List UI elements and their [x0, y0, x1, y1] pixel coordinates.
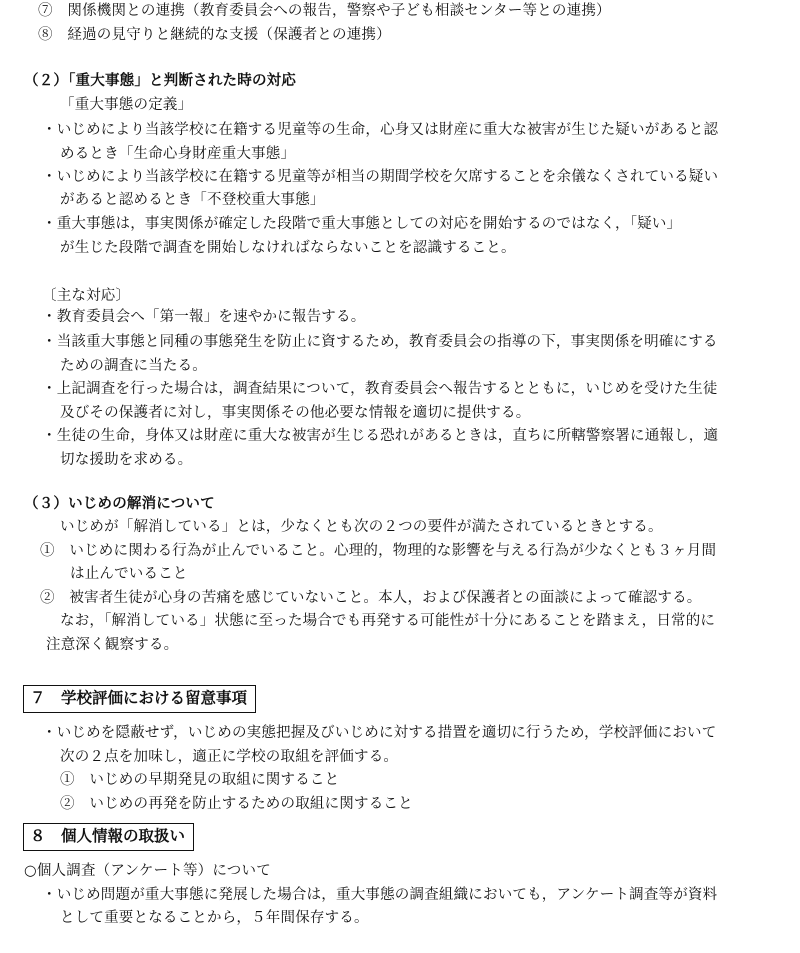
paragraph-line: いじめが「解消している」とは，少なくとも次の２つの要件が満たされているときとする。 [60, 519, 663, 535]
paragraph-line: ・重大事態は，事実関係が確定した段階で重大事態としての対応を開始するのではなく，「疑い」 [42, 216, 682, 232]
list-item: ⑦ 関係機関との連携（教育委員会への報告，警察や子ども相談センター等との連携） [38, 3, 611, 19]
paragraph-line: ・いじめにより当該学校に在籍する児童等が相当の期間学校を欠席することを余儀なくされている疑い [42, 169, 719, 185]
paragraph-line: は止んでいること [70, 566, 188, 582]
section-heading: （２）「重大事態」と判断された時の対応 [24, 73, 297, 89]
definition-label: 「重大事態の定義」 [60, 97, 193, 113]
paragraph-line: ① いじめに関わる行為が止んでいること。心理的，物理的な影響を与える行為が少なくとも３ヶ月間 [40, 543, 717, 559]
paragraph-line: ・上記調査を行った場合は，調査結果について，教育委員会へ報告するとともに，いじめを受けた生徒 [42, 381, 718, 397]
paragraph-line: ・いじめを隠蔽せず，いじめの実態把握及びいじめに対する措置を適切に行うため，学校評価において [42, 725, 717, 741]
list-item: ② いじめの再発を防止するための取組に関すること [60, 796, 413, 812]
paragraph-line: ② 被害者生徒が心身の苦痛を感じていないこと。本人，および保護者との面談によって確認する。 [40, 590, 702, 606]
paragraph-line: ・いじめ問題が重大事態に発展した場合は，重大事態の調査組織においても，アンケート調査等が資料 [42, 887, 718, 903]
list-item: ⑧ 経過の見守りと継続的な支援（保護者との連携） [38, 27, 391, 43]
paragraph-line: ための調査に当たる。 [60, 358, 207, 374]
section-heading: （３）いじめの解消について [24, 496, 215, 512]
paragraph-line: ○個人調査（アンケート等）について [24, 863, 271, 879]
list-item: ① いじめの早期発見の取組に関すること [60, 772, 340, 788]
paragraph-line: 注意深く観察する。 [46, 637, 179, 653]
paragraph-line: ・当該重大事態と同種の事態発生を防止に資するため，教育委員会の指導の下，事実関係を明確にする [42, 334, 718, 350]
paragraph-line: なお，「解消している」状態に至った場合でも再発する可能性が十分にあることを踏まえ，日常的に [60, 613, 716, 629]
paragraph-line: 及びその保護者に対し，事実関係その他必要な情報を適切に提供する。 [60, 405, 531, 421]
paragraph-line: ・いじめにより当該学校に在籍する児童等の生命，心身又は財産に重大な被害が生じた疑いがあると認 [42, 122, 719, 138]
paragraph-line: ・生徒の生命，身体又は財産に重大な被害が生じる恐れがあるときは，直ちに所轄警察署に通報し，適 [42, 428, 719, 444]
paragraph-line: として重要となることから，５年間保存する。 [60, 910, 369, 926]
paragraph-line: 次の２点を加味し，適正に学校の取組を評価する。 [60, 749, 399, 765]
section-7-heading: ７ 学校評価における留意事項 [23, 685, 256, 713]
section-8-heading: ８ 個人情報の取扱い [23, 823, 194, 851]
paragraph-line: 切な援助を求める。 [60, 452, 193, 468]
paragraph-line: ・教育委員会へ「第一報」を速やかに報告する。 [42, 309, 366, 325]
paragraph-line: めるとき「生命心身財産重大事態」 [60, 146, 296, 162]
response-label: 〔主な対応〕 [42, 288, 131, 304]
paragraph-line: があると認めるとき「不登校重大事態」 [60, 192, 325, 208]
paragraph-line: が生じた段階で調査を開始しなければならないことを認識すること。 [60, 240, 516, 256]
